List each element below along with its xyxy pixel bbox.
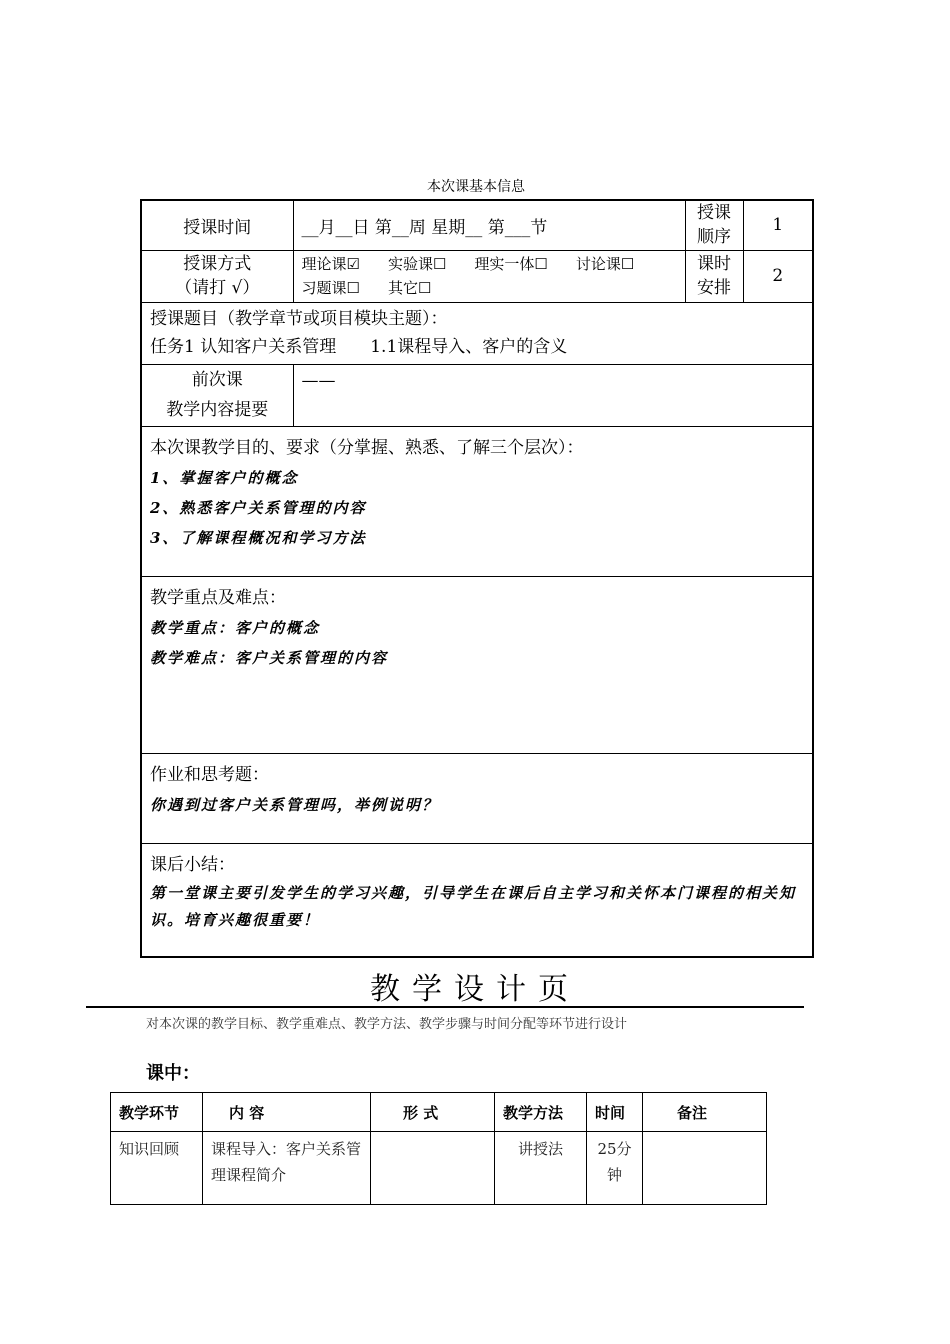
option-theory: 理论课☑ [301, 255, 360, 273]
difficulty-text: 教学难点：客户关系管理的内容 [150, 648, 389, 667]
summary-label: 课后小结： [150, 854, 235, 875]
info-table-caption: 本次课基本信息 [427, 179, 525, 195]
option-exercise: 习题课☐ [301, 279, 360, 297]
goal-item: 3、了解课程概况和学习方法 [150, 528, 367, 547]
title-divider [86, 1006, 804, 1008]
homework-text: 你遇到过客户关系管理吗，举例说明？ [150, 795, 440, 814]
time-label: 授课时间 [141, 200, 293, 250]
goal-item: 2、熟悉客户关系管理的内容 [150, 498, 367, 517]
design-header-row [111, 1093, 767, 1132]
header-content: 内 容 [203, 1093, 371, 1132]
topic-value: 任务1 认知客户关系管理 1.1课程导入、客户的含义 [150, 336, 568, 357]
homework-label: 作业和思考题： [150, 764, 269, 785]
prev-value: —— [293, 364, 813, 426]
header-time: 时间 [587, 1093, 643, 1132]
topic-cell [141, 302, 813, 364]
cell-stage: 知识回顾 [111, 1132, 203, 1205]
homework-cell [141, 753, 813, 843]
keypoints-label: 教学重点及难点： [150, 587, 286, 608]
cell-content: 课程导入：客户关系管理课程简介 [203, 1132, 371, 1205]
topic-label: 授课题目（教学章节或项目模块主题）： [150, 308, 448, 329]
mode-options [293, 250, 685, 302]
header-stage: 教学环节 [111, 1093, 203, 1132]
cell-method: 讲授法 [495, 1132, 587, 1205]
cell-format [371, 1132, 495, 1205]
order-label: 授课 顺序 [685, 200, 743, 250]
teaching-design-table [110, 1092, 767, 1205]
order-value: 1 [743, 200, 813, 250]
goals-label: 本次课教学目的、要求（分掌握、熟悉、了解三个层次）： [150, 437, 584, 458]
option-other: 其它☐ [387, 279, 432, 297]
mode-options-line2 [302, 276, 677, 300]
schedule-label: 课时 安排 [685, 250, 743, 302]
design-subcaption: 对本次课的教学目标、教学重难点、教学方法、教学步骤与时间分配等环节进行设计 [146, 1017, 628, 1032]
in-class-label: 课中： [146, 1063, 200, 1084]
lesson-info-table [140, 199, 814, 958]
keypoints-cell [141, 576, 813, 753]
mode-options-line1 [302, 252, 677, 276]
option-lab: 实验课☐ [387, 255, 447, 273]
mode-label: 授课方式 （请打 √） [141, 250, 293, 302]
table-row [111, 1132, 767, 1205]
goals-cell [141, 426, 813, 576]
header-format: 形 式 [371, 1093, 495, 1132]
design-page-title: 教学设计页 [370, 972, 580, 1007]
time-value: __月__日 第__周 星期__ 第___节 [293, 200, 685, 250]
summary-text: 第一堂课主要引发学生的学习兴趣，引导学生在课后自主学习和关怀本门课程的相关知识。培育兴趣很重要！ [150, 883, 797, 929]
header-method: 教学方法 [495, 1093, 587, 1132]
keypoint-text: 教学重点：客户的概念 [150, 618, 321, 637]
cell-time: 25分钟 [587, 1132, 643, 1205]
option-discussion: 讨论课☐ [575, 255, 635, 273]
cell-notes [643, 1132, 767, 1205]
prev-label: 前次课 教学内容提要 [141, 364, 293, 426]
option-integrated: 理实一体☐ [474, 255, 548, 273]
summary-cell [141, 843, 813, 957]
header-notes: 备注 [643, 1093, 767, 1132]
schedule-value: 2 [743, 250, 813, 302]
goal-item: 1、掌握客户的概念 [150, 468, 299, 487]
